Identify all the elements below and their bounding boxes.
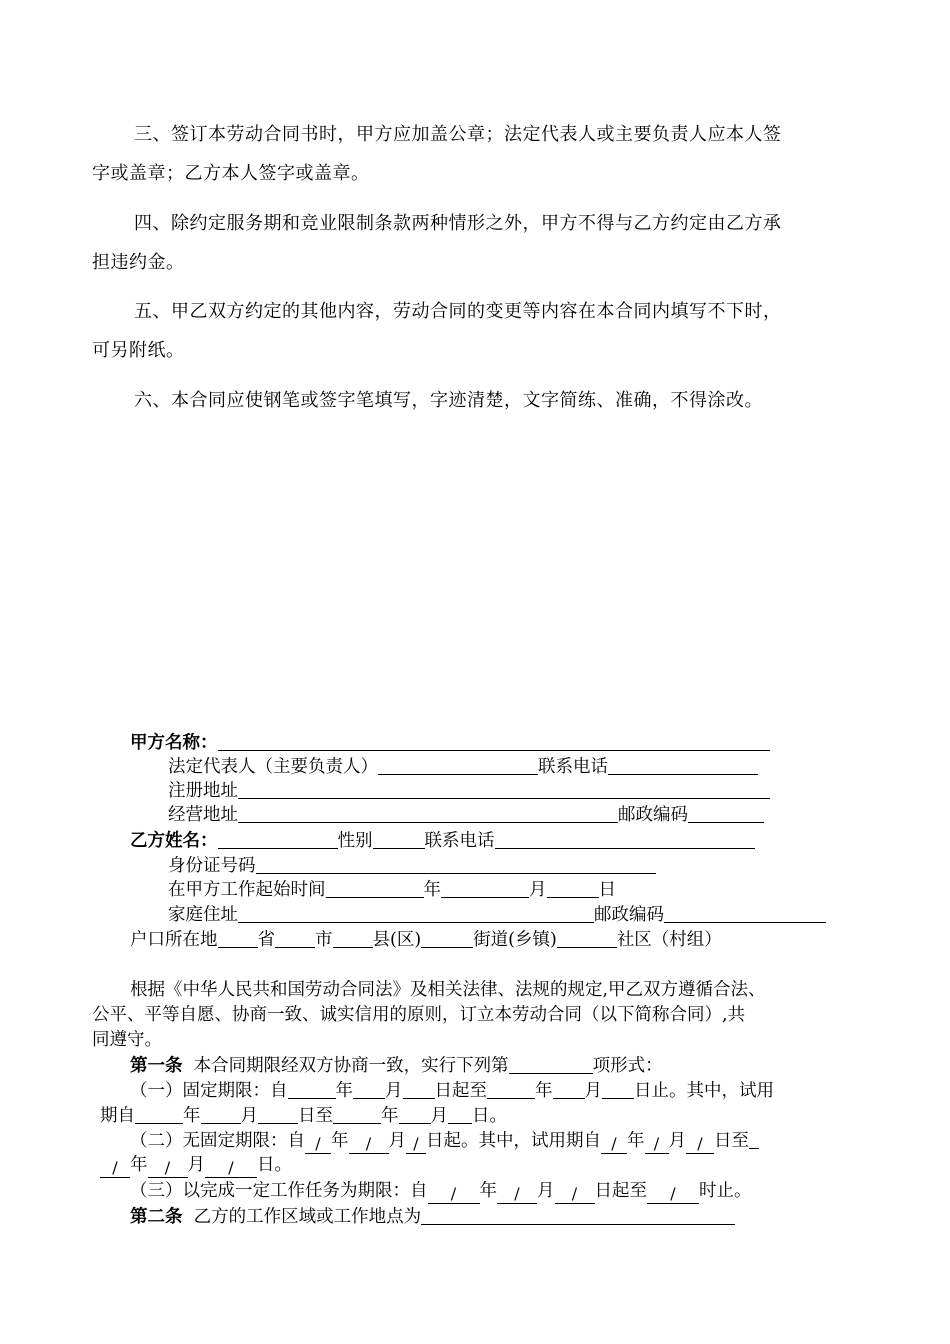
fixed-term-row: [130, 1080, 774, 1102]
day-label: 日: [598, 880, 616, 900]
month-label: 月: [584, 1081, 602, 1101]
note-4-line-2: 担违约金。: [92, 252, 185, 273]
month-label: 月: [430, 1106, 448, 1126]
note-4-line-1: 四、除约定服务期和竞业限制条款两种情形之外，甲方不得与乙方约定由乙方承: [134, 213, 782, 234]
gender-label: 性别: [337, 831, 373, 851]
reg-address-field[interactable]: [238, 780, 770, 799]
county-field[interactable]: [333, 929, 373, 948]
year-label: 年: [331, 1131, 349, 1151]
legal-rep-row: [168, 756, 758, 778]
term-type-field[interactable]: [509, 1055, 593, 1074]
legal-rep-label: 法定代表人（主要负责人）: [168, 757, 378, 777]
biz-address-row: [168, 804, 764, 826]
preamble-line-3: 同遵守。: [92, 1030, 162, 1050]
task-end-label: 时止。: [699, 1181, 752, 1201]
month-label: 月: [187, 1155, 205, 1175]
home-address-row: [168, 904, 826, 926]
begin-label: 日起至: [594, 1181, 647, 1201]
fixed-to-year[interactable]: [487, 1080, 535, 1099]
unfixed-trial-to-month[interactable]: /: [148, 1159, 188, 1178]
trial-to-month[interactable]: [399, 1105, 431, 1124]
party-a-name-label: 甲方名称：: [130, 733, 218, 753]
biz-address-field[interactable]: [238, 804, 618, 823]
biz-address-label: 经营地址: [168, 805, 238, 825]
fixed-term-label: （一）固定期限：自: [130, 1081, 288, 1101]
year-label: 年: [381, 1106, 399, 1126]
fixed-from-month[interactable]: [353, 1080, 385, 1099]
unfixed-trial-year[interactable]: /: [601, 1135, 627, 1154]
article-2-row: [130, 1206, 735, 1228]
month-label: 月: [668, 1131, 686, 1151]
start-year-field[interactable]: [326, 879, 424, 898]
county-label: 县(区): [372, 930, 422, 950]
unfixed-term-label: （二）无固定期限：自: [130, 1131, 305, 1151]
fixed-to-month[interactable]: [553, 1080, 585, 1099]
id-field[interactable]: [256, 855, 656, 874]
home-address-field[interactable]: [238, 904, 594, 923]
party-b-phone-label: 联系电话: [424, 831, 495, 851]
day-to-label: 日至: [298, 1106, 333, 1126]
trial-from-month[interactable]: [201, 1105, 241, 1124]
article-2-title: 第二条: [130, 1207, 183, 1227]
party-a-postcode-field[interactable]: [688, 804, 764, 823]
article-2-text: 乙方的工作区域或工作地点为: [193, 1207, 422, 1227]
year-label: 年: [423, 880, 441, 900]
period-end-label: 日。: [257, 1155, 292, 1175]
id-row: [168, 855, 656, 877]
party-a-postcode-label: 邮政编码: [618, 805, 688, 825]
month-label: 月: [385, 1081, 403, 1101]
unfixed-day-field[interactable]: /: [406, 1135, 426, 1154]
trial-to-year[interactable]: [333, 1105, 381, 1124]
community-label: 社区（村组）: [616, 930, 722, 950]
article-1-intro: [130, 1055, 663, 1077]
year-label: 年: [335, 1081, 353, 1101]
task-day-field[interactable]: /: [555, 1185, 595, 1204]
party-a-phone-field[interactable]: [608, 756, 758, 775]
start-day-field[interactable]: [547, 879, 599, 898]
unfixed-trial-to-day[interactable]: /: [205, 1159, 257, 1178]
start-date-row: [168, 879, 616, 901]
end-label: 日止。: [634, 1081, 687, 1101]
year-label: 年: [535, 1081, 553, 1101]
street-label: 街道(乡镇): [473, 930, 557, 950]
party-a-phone-label: 联系电话: [538, 757, 608, 777]
year-label: 年: [627, 1131, 645, 1151]
article-1-text-a: 本合同期限经双方协商一致，实行下列第: [193, 1056, 509, 1076]
fixed-to-day[interactable]: [602, 1080, 634, 1099]
note-6: 六、本合同应使钢笔或签字笔填写，字迹清楚，文字简练、准确，不得涂改。: [134, 390, 763, 411]
task-month-field[interactable]: /: [497, 1185, 537, 1204]
party-b-name-field[interactable]: [218, 830, 338, 849]
year-label: 年: [130, 1155, 148, 1175]
unfixed-trial-row: [100, 1155, 292, 1178]
task-year-field[interactable]: /: [428, 1185, 480, 1204]
reg-address-label: 注册地址: [168, 781, 238, 801]
note-5-line-2: 可另附纸。: [92, 340, 185, 361]
party-a-name-row: [130, 732, 770, 754]
trial-from-day[interactable]: [258, 1105, 298, 1124]
note-3-line-1: 三、签订本劳动合同书时，甲方应加盖公章；法定代表人或主要负责人应本人签: [134, 124, 782, 145]
community-field[interactable]: [557, 929, 617, 948]
month-label: 月: [537, 1181, 555, 1201]
province-field[interactable]: [218, 929, 258, 948]
party-b-postcode-field[interactable]: [664, 904, 826, 923]
article-1-title: 第一条: [130, 1056, 183, 1076]
article-1-text-b: 项形式：: [592, 1056, 663, 1076]
city-label: 市: [315, 930, 333, 950]
unfixed-trial-month[interactable]: /: [645, 1135, 669, 1154]
fixed-from-year[interactable]: [288, 1080, 336, 1099]
task-end-field[interactable]: /: [647, 1185, 699, 1204]
note-3-line-2: 字或盖章；乙方本人签字或盖章。: [92, 163, 370, 184]
work-location-field[interactable]: [421, 1206, 735, 1225]
hukou-row: [130, 929, 722, 951]
year-label: 年: [479, 1181, 497, 1201]
trial-from-label: 期自: [100, 1106, 135, 1126]
reg-address-row: [168, 780, 770, 802]
id-label: 身份证号码: [168, 856, 256, 876]
fixed-from-day[interactable]: [403, 1080, 435, 1099]
month-label: 月: [388, 1131, 406, 1151]
city-field[interactable]: [275, 929, 315, 948]
gender-field[interactable]: [373, 830, 425, 849]
trial-to-day[interactable]: [448, 1105, 472, 1124]
unfixed-trial-day[interactable]: /: [686, 1135, 714, 1154]
start-month-field[interactable]: [441, 879, 529, 898]
unfixed-year-field[interactable]: /: [305, 1135, 331, 1154]
unfixed-begin-label: 日起。其中，试用期自: [426, 1131, 601, 1151]
hukou-label: 户口所在地: [130, 930, 218, 950]
start-label: 在甲方工作起始时间: [168, 880, 326, 900]
street-field[interactable]: [421, 929, 473, 948]
party-b-name-row: [130, 830, 755, 852]
month-label: 月: [240, 1106, 258, 1126]
unfixed-trial-to-year[interactable]: /: [100, 1159, 130, 1178]
unfixed-term-row: [130, 1130, 759, 1154]
province-label: 省: [257, 930, 275, 950]
task-term-label: （三）以完成一定工作任务为期限：自: [130, 1181, 428, 1201]
year-label: 年: [183, 1106, 201, 1126]
note-5-line-1: 五、甲乙双方约定的其他内容，劳动合同的变更等内容在本合同内填写不下时，: [134, 301, 782, 322]
unfixed-month-field[interactable]: /: [349, 1135, 389, 1154]
fixed-trial-row: [100, 1105, 507, 1127]
month-label: 月: [529, 880, 547, 900]
legal-rep-field[interactable]: [378, 756, 538, 775]
unfixed-trial-to-lead[interactable]: [749, 1130, 759, 1149]
party-a-name-field[interactable]: [218, 732, 770, 751]
home-label: 家庭住址: [168, 905, 238, 925]
party-b-name-label: 乙方姓名：: [130, 831, 218, 851]
preamble-line-1: 根据《中华人民共和国劳动合同法》及相关法律、法规的规定,甲乙双方遵循合法、: [130, 980, 766, 1000]
preamble-line-2: 公平、平等自愿、协商一致、诚实信用的原则，订立本劳动合同（以下简称合同）,共: [92, 1005, 746, 1025]
trial-intro: 其中，试用: [686, 1081, 774, 1101]
day-to-label: 日至: [714, 1131, 749, 1151]
period-end-label: 日。: [472, 1106, 507, 1126]
party-b-phone-field[interactable]: [495, 830, 755, 849]
trial-from-year[interactable]: [135, 1105, 183, 1124]
begin-label: 日起至: [434, 1081, 487, 1101]
party-b-postcode-label: 邮政编码: [594, 905, 664, 925]
task-term-row: [130, 1181, 752, 1204]
